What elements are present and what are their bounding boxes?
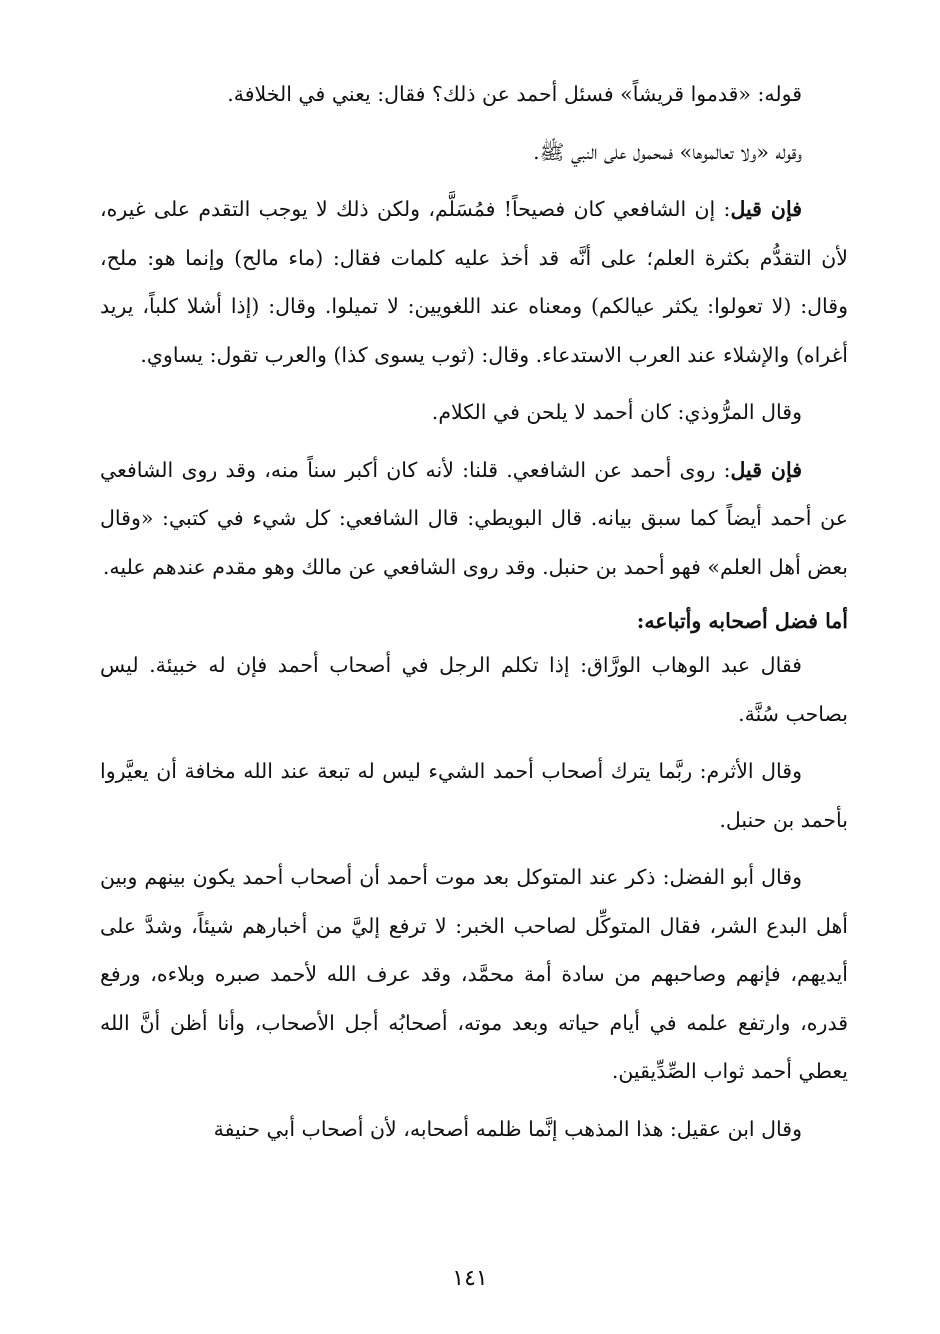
section-heading: أما فضل أصحابه وأتباعه: bbox=[636, 609, 848, 633]
paragraph-4: وقال المرُّوذي: كان أحمد لا يلحن في الكلام. bbox=[431, 400, 802, 424]
paragraph-lead: فإن قيل bbox=[730, 197, 802, 221]
paragraph-6: فقال عبد الوهاب الورَّاق: إذا تكلم الرجل في أصحاب أحمد فإن له خبيئة. ليس بصاحب سُنَّة. bbox=[100, 653, 848, 726]
paragraph-1: قوله: «قدموا قريشاً» فسئل أحمد عن ذلك؟ فقال: يعني في الخلافة. bbox=[227, 82, 802, 106]
page-body bbox=[100, 70, 848, 1153]
paragraph-9: وقال ابن عقيل: هذا المذهب إنَّما ظلمه أصحابه، لأن أصحاب أبي حنيفة bbox=[213, 1116, 802, 1141]
page-number: ١٤١ bbox=[452, 1266, 488, 1291]
paragraph-2: وقوله «ولا تعالموها» فمحمول على النبي ﷺ. bbox=[533, 139, 802, 164]
paragraph-lead: فإن قيل bbox=[730, 457, 802, 482]
paragraph-5 bbox=[100, 446, 848, 592]
paragraph-3 bbox=[100, 185, 848, 379]
paragraph-7: وقال الأثرم: ربَّما يترك أصحاب أحمد الشيء ليس له تبعة عند الله مخافة أن يعيَّروا بأحمد بن حنبل. bbox=[100, 759, 848, 832]
paragraph-8: وقال أبو الفضل: ذكر عند المتوكل بعد موت أحمد أن أصحاب أحمد يكون بينهم وبين أهل البدع الشر، فقال المتوكِّل لصاحب الخبر: لا ترفع إليَّ من أخبارهم شيئاً، وشدَّ على أيديهم، فإنهم وصاحبهم من سادة أمة محمَّد، وقد عرف الله لأحمد صبره وبلاءه، ورفع قدره، وارتفع علمه في أيام حياته وبعد موته، أصحابُه أجل الأصحاب، وأنا أظن أنَّ الله يعطي أحمد ثواب الصِّدِّيقين. bbox=[100, 865, 848, 1083]
paragraph-text: : إن الشافعي كان فصيحاً! فمُسَلَّم، ولكن ذلك لا يوجب التقدم على غيره، لأن التقدُّم بكثرة العلم؛ على أنَّه قد أخذ عليه كلمات فقال: (ماء مالح) وإنما هو: ملح، وقال: (لا تعولوا: يكثر عيالكم) ومعناه عند اللغويين: لا تميلوا. وقال: (إذا أشلا كلباً، يريد أغراه) والإشلاء عند العرب الاستدعاء. وقال: (ثوب يسوى كذا) والعرب تقول: يساوي. bbox=[100, 197, 848, 367]
paragraph-text: : روى أحمد عن الشافعي. قلنا: لأنه كان أكبر سناً منه، وقد روى الشافعي عن أحمد أيضاً كما سبق بيانه. قال البويطي: قال الشافعي: كل شيء في كتبي: «وقال بعض أهل العلم» فهو أحمد بن حنبل. وقد روى الشافعي عن مالك وهو مقدم عندهم عليه. bbox=[100, 457, 848, 579]
